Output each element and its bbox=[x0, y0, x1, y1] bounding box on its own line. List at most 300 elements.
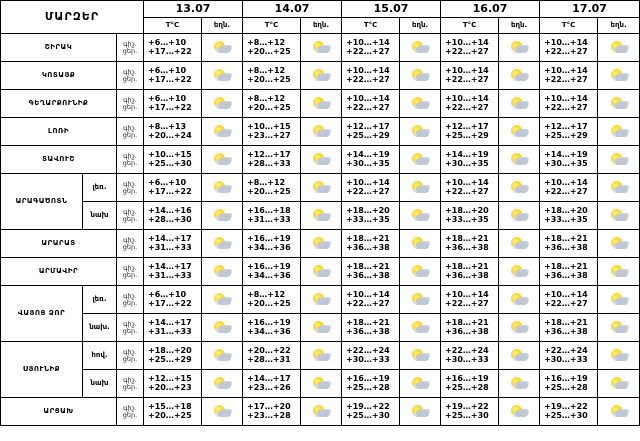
period-label-night: գիշ. bbox=[123, 39, 137, 48]
night-temp: +14…+19 bbox=[346, 150, 390, 160]
sun-behind-cloud-icon bbox=[410, 348, 430, 364]
condition-cell bbox=[202, 286, 243, 314]
day-temp: +34…+36 bbox=[247, 270, 291, 280]
sun-behind-cloud-icon bbox=[311, 348, 331, 364]
period-label-day: ցեր. bbox=[122, 102, 138, 111]
day-temp: +22…+27 bbox=[445, 74, 489, 84]
condition-cell bbox=[202, 90, 243, 118]
day-temp: +22…+27 bbox=[445, 102, 489, 112]
sun-behind-cloud-icon bbox=[609, 152, 629, 168]
sun-behind-cloud-icon bbox=[410, 152, 430, 168]
temperature-cell bbox=[144, 398, 202, 426]
day-temp: +36…+38 bbox=[346, 326, 390, 336]
night-temp: +10…+14 bbox=[346, 290, 390, 300]
temperature-cell bbox=[441, 370, 499, 398]
day-temp: +36…+38 bbox=[346, 242, 390, 252]
period-labels bbox=[117, 90, 144, 118]
condition-cell bbox=[598, 202, 640, 230]
night-temp: +14…+17 bbox=[148, 318, 192, 328]
night-temp: +12…+17 bbox=[346, 122, 390, 132]
sun-behind-cloud-icon bbox=[509, 40, 529, 56]
temperature-cell bbox=[144, 90, 202, 118]
sun-behind-cloud-icon bbox=[212, 96, 232, 112]
day-temp: +34…+36 bbox=[247, 326, 291, 336]
night-temp: +22…+24 bbox=[346, 346, 390, 356]
temperature-cell bbox=[243, 230, 301, 258]
sun-behind-cloud-icon bbox=[410, 180, 430, 196]
region-name: ՇԻՐԱԿ bbox=[1, 34, 117, 62]
day-temp: +23…+27 bbox=[247, 130, 291, 140]
period-label-night: գիշ. bbox=[123, 95, 137, 104]
period-label-night: գիշ. bbox=[123, 235, 137, 244]
period-labels bbox=[117, 202, 144, 230]
day-temp: +23…+28 bbox=[247, 410, 291, 420]
day-temp: +36…+38 bbox=[445, 270, 489, 280]
night-temp: +16…+19 bbox=[544, 374, 588, 384]
sun-behind-cloud-icon bbox=[410, 40, 430, 56]
condition-cell bbox=[400, 118, 441, 146]
temp-col-header: T°C bbox=[342, 18, 400, 34]
condition-cell bbox=[301, 202, 342, 230]
sun-behind-cloud-icon bbox=[509, 348, 529, 364]
day-temp: +31…+33 bbox=[148, 270, 192, 280]
temp-col-header: T°C bbox=[540, 18, 598, 34]
day-temp: +25…+30 bbox=[544, 410, 588, 420]
night-temp: +12…+17 bbox=[445, 122, 489, 132]
night-temp: +18…+20 bbox=[445, 206, 489, 216]
night-temp: +18…+21 bbox=[346, 318, 390, 328]
temperature-cell bbox=[342, 342, 400, 370]
condition-cell bbox=[400, 230, 441, 258]
sun-behind-cloud-icon bbox=[609, 236, 629, 252]
day-temp: +36…+38 bbox=[445, 242, 489, 252]
day-temp: +22…+27 bbox=[445, 46, 489, 56]
table-row bbox=[1, 118, 640, 146]
sun-behind-cloud-icon bbox=[609, 292, 629, 308]
sun-behind-cloud-icon bbox=[410, 404, 430, 420]
day-temp: +30…+33 bbox=[346, 354, 390, 364]
night-temp: +18…+21 bbox=[544, 262, 588, 272]
night-temp: +6…+10 bbox=[148, 38, 187, 48]
condition-cell bbox=[499, 174, 540, 202]
date-header: 13.07 bbox=[144, 1, 243, 18]
night-temp: +22…+24 bbox=[544, 346, 588, 356]
condition-cell bbox=[499, 90, 540, 118]
night-temp: +8…+12 bbox=[247, 94, 286, 104]
period-label-day: ցեր. bbox=[122, 326, 138, 335]
sun-behind-cloud-icon bbox=[509, 320, 529, 336]
condition-cell bbox=[400, 174, 441, 202]
sun-behind-cloud-icon bbox=[311, 124, 331, 140]
period-label-day: ցեր. bbox=[122, 242, 138, 251]
date-header: 15.07 bbox=[342, 1, 441, 18]
temperature-cell bbox=[540, 230, 598, 258]
sun-behind-cloud-icon bbox=[509, 180, 529, 196]
region-name: ԼՈՌԻ bbox=[1, 118, 117, 146]
day-temp: +25…+28 bbox=[346, 382, 390, 392]
condition-cell bbox=[400, 314, 441, 342]
night-temp: +10…+14 bbox=[544, 290, 588, 300]
condition-cell bbox=[499, 34, 540, 62]
night-temp: +14…+19 bbox=[544, 150, 588, 160]
region-name: ԱՐԱԳԱԾՈՏՆ bbox=[1, 174, 83, 230]
temperature-cell bbox=[441, 314, 499, 342]
day-temp: +28…+33 bbox=[247, 158, 291, 168]
day-temp: +20…+23 bbox=[148, 382, 192, 392]
table-row bbox=[1, 174, 640, 202]
night-temp: +19…+22 bbox=[544, 402, 588, 412]
day-temp: +22…+27 bbox=[346, 186, 390, 196]
temperature-cell bbox=[342, 174, 400, 202]
temperature-cell bbox=[540, 174, 598, 202]
region-name: ՍՅՈՒՆԻՔ bbox=[1, 342, 83, 398]
day-temp: +22…+27 bbox=[544, 102, 588, 112]
night-temp: +12…+17 bbox=[247, 150, 291, 160]
sun-behind-cloud-icon bbox=[311, 264, 331, 280]
period-label-night: գիշ. bbox=[123, 403, 137, 412]
sun-behind-cloud-icon bbox=[609, 124, 629, 140]
sun-behind-cloud-icon bbox=[311, 68, 331, 84]
period-label-day: ցեր. bbox=[122, 74, 138, 83]
condition-cell bbox=[499, 62, 540, 90]
condition-cell bbox=[301, 370, 342, 398]
sun-behind-cloud-icon bbox=[609, 348, 629, 364]
condition-cell bbox=[202, 230, 243, 258]
night-temp: +18…+21 bbox=[346, 234, 390, 244]
night-temp: +16…+19 bbox=[346, 374, 390, 384]
condition-cell bbox=[202, 62, 243, 90]
night-temp: +10…+14 bbox=[346, 178, 390, 188]
sun-behind-cloud-icon bbox=[509, 404, 529, 420]
cond-col-header: եղն. bbox=[301, 18, 342, 34]
condition-cell bbox=[400, 370, 441, 398]
day-temp: +20…+25 bbox=[247, 298, 291, 308]
condition-cell bbox=[499, 314, 540, 342]
sun-behind-cloud-icon bbox=[212, 208, 232, 224]
condition-cell bbox=[400, 34, 441, 62]
day-temp: +23…+26 bbox=[247, 382, 291, 392]
condition-cell bbox=[202, 118, 243, 146]
temperature-cell bbox=[144, 342, 202, 370]
temperature-cell bbox=[441, 230, 499, 258]
period-label-day: ցեր. bbox=[122, 298, 138, 307]
temperature-cell bbox=[243, 202, 301, 230]
sun-behind-cloud-icon bbox=[410, 292, 430, 308]
region-name: ԱՐԱՐԱՏ bbox=[1, 230, 117, 258]
sun-behind-cloud-icon bbox=[509, 376, 529, 392]
day-temp: +31…+33 bbox=[148, 326, 192, 336]
night-temp: +14…+19 bbox=[445, 150, 489, 160]
temperature-cell bbox=[342, 62, 400, 90]
day-temp: +36…+38 bbox=[544, 326, 588, 336]
condition-cell bbox=[301, 174, 342, 202]
condition-cell bbox=[598, 174, 640, 202]
sun-behind-cloud-icon bbox=[410, 96, 430, 112]
table-row bbox=[1, 342, 640, 370]
night-temp: +10…+14 bbox=[445, 290, 489, 300]
condition-cell bbox=[499, 286, 540, 314]
sun-behind-cloud-icon bbox=[410, 320, 430, 336]
period-label-night: գիշ. bbox=[123, 263, 137, 272]
condition-cell bbox=[598, 370, 640, 398]
temperature-cell bbox=[243, 370, 301, 398]
night-temp: +12…+15 bbox=[148, 374, 192, 384]
temperature-cell bbox=[342, 146, 400, 174]
temperature-cell bbox=[144, 230, 202, 258]
condition-cell bbox=[598, 286, 640, 314]
temperature-cell bbox=[342, 286, 400, 314]
period-label-night: գիշ. bbox=[123, 319, 137, 328]
temperature-cell bbox=[342, 314, 400, 342]
temperature-cell bbox=[144, 34, 202, 62]
period-labels bbox=[117, 370, 144, 398]
condition-cell bbox=[301, 146, 342, 174]
condition-cell bbox=[301, 286, 342, 314]
sun-behind-cloud-icon bbox=[212, 348, 232, 364]
temperature-cell bbox=[540, 342, 598, 370]
sun-behind-cloud-icon bbox=[509, 292, 529, 308]
condition-cell bbox=[598, 314, 640, 342]
sun-behind-cloud-icon bbox=[311, 236, 331, 252]
night-temp: +14…+16 bbox=[148, 206, 192, 216]
temperature-cell bbox=[540, 370, 598, 398]
period-label-night: գիշ. bbox=[123, 123, 137, 132]
period-label-night: գիշ. bbox=[123, 207, 137, 216]
sun-behind-cloud-icon bbox=[311, 152, 331, 168]
condition-cell bbox=[598, 62, 640, 90]
table-row bbox=[1, 398, 640, 426]
day-temp: +30…+33 bbox=[544, 354, 588, 364]
day-temp: +25…+28 bbox=[445, 382, 489, 392]
condition-cell bbox=[202, 202, 243, 230]
condition-cell bbox=[499, 146, 540, 174]
sun-behind-cloud-icon bbox=[212, 264, 232, 280]
condition-cell bbox=[400, 202, 441, 230]
day-temp: +25…+28 bbox=[544, 382, 588, 392]
day-temp: +36…+38 bbox=[544, 270, 588, 280]
temperature-cell bbox=[243, 62, 301, 90]
condition-cell bbox=[301, 118, 342, 146]
condition-cell bbox=[400, 398, 441, 426]
subregion-name: նախ bbox=[83, 202, 117, 230]
day-temp: +22…+27 bbox=[445, 298, 489, 308]
temperature-cell bbox=[144, 146, 202, 174]
temperature-cell bbox=[540, 286, 598, 314]
temperature-cell bbox=[144, 202, 202, 230]
day-temp: +31…+33 bbox=[247, 214, 291, 224]
sun-behind-cloud-icon bbox=[212, 292, 232, 308]
condition-cell bbox=[301, 34, 342, 62]
period-labels bbox=[117, 258, 144, 286]
night-temp: +6…+10 bbox=[148, 94, 187, 104]
temp-col-header: T°C bbox=[144, 18, 202, 34]
sun-behind-cloud-icon bbox=[212, 376, 232, 392]
region-name: ԱՐՄԱՎԻՐ bbox=[1, 258, 117, 286]
cond-col-header: եղն. bbox=[400, 18, 441, 34]
day-temp: +36…+38 bbox=[544, 242, 588, 252]
condition-cell bbox=[202, 398, 243, 426]
subregion-name: նախ. bbox=[83, 314, 117, 342]
period-label-day: ցեր. bbox=[122, 186, 138, 195]
region-name: ԱՐՑԱԽ bbox=[1, 398, 117, 426]
night-temp: +17…+20 bbox=[247, 402, 291, 412]
day-temp: +33…+35 bbox=[346, 214, 390, 224]
condition-cell bbox=[400, 342, 441, 370]
temperature-cell bbox=[441, 202, 499, 230]
night-temp: +10…+14 bbox=[346, 66, 390, 76]
sun-behind-cloud-icon bbox=[609, 404, 629, 420]
table-row bbox=[1, 258, 640, 286]
condition-cell bbox=[598, 34, 640, 62]
day-temp: +36…+38 bbox=[346, 270, 390, 280]
condition-cell bbox=[202, 174, 243, 202]
condition-cell bbox=[202, 34, 243, 62]
night-temp: +8…+12 bbox=[247, 178, 286, 188]
region-name: ՎԱՅՈՑ ՁՈՐ bbox=[1, 286, 83, 342]
condition-cell bbox=[598, 118, 640, 146]
sun-behind-cloud-icon bbox=[311, 96, 331, 112]
table-row bbox=[1, 90, 640, 118]
temperature-cell bbox=[342, 118, 400, 146]
sun-behind-cloud-icon bbox=[609, 208, 629, 224]
night-temp: +16…+19 bbox=[247, 318, 291, 328]
sun-behind-cloud-icon bbox=[509, 152, 529, 168]
night-temp: +10…+15 bbox=[247, 122, 291, 132]
night-temp: +19…+22 bbox=[445, 402, 489, 412]
subregion-name: լեռ. bbox=[83, 286, 117, 314]
day-temp: +17…+22 bbox=[148, 298, 192, 308]
night-temp: +14…+17 bbox=[247, 374, 291, 384]
temperature-cell bbox=[243, 174, 301, 202]
region-name: ԿՈՏԱՅՔ bbox=[1, 62, 117, 90]
region-name: ՏԱՎՈՒՇ bbox=[1, 146, 117, 174]
temperature-cell bbox=[342, 34, 400, 62]
temperature-cell bbox=[441, 258, 499, 286]
day-temp: +22…+27 bbox=[544, 186, 588, 196]
night-temp: +14…+17 bbox=[148, 234, 192, 244]
sun-behind-cloud-icon bbox=[609, 180, 629, 196]
period-labels bbox=[117, 34, 144, 62]
sun-behind-cloud-icon bbox=[609, 68, 629, 84]
condition-cell bbox=[598, 342, 640, 370]
temperature-cell bbox=[342, 90, 400, 118]
sun-behind-cloud-icon bbox=[609, 376, 629, 392]
night-temp: +18…+20 bbox=[148, 346, 192, 356]
sun-behind-cloud-icon bbox=[311, 40, 331, 56]
region-name: ԳԵՂԱՐՔՈՒՆԻՔ bbox=[1, 90, 117, 118]
condition-cell bbox=[499, 202, 540, 230]
sun-behind-cloud-icon bbox=[509, 264, 529, 280]
period-labels bbox=[117, 398, 144, 426]
period-labels bbox=[117, 342, 144, 370]
condition-cell bbox=[301, 258, 342, 286]
temperature-cell bbox=[441, 62, 499, 90]
day-temp: +20…+25 bbox=[247, 74, 291, 84]
condition-cell bbox=[301, 230, 342, 258]
condition-cell bbox=[499, 398, 540, 426]
night-temp: +6…+10 bbox=[148, 290, 187, 300]
sun-behind-cloud-icon bbox=[311, 404, 331, 420]
night-temp: +10…+14 bbox=[346, 94, 390, 104]
day-temp: +17…+22 bbox=[148, 74, 192, 84]
night-temp: +10…+15 bbox=[148, 150, 192, 160]
condition-cell bbox=[598, 146, 640, 174]
day-temp: +28…+31 bbox=[247, 354, 291, 364]
period-label-night: գիշ. bbox=[123, 179, 137, 188]
night-temp: +20…+22 bbox=[247, 346, 291, 356]
temperature-cell bbox=[441, 398, 499, 426]
sun-behind-cloud-icon bbox=[311, 376, 331, 392]
day-temp: +22…+27 bbox=[346, 102, 390, 112]
temperature-cell bbox=[540, 202, 598, 230]
temperature-cell bbox=[342, 202, 400, 230]
table-row bbox=[1, 202, 640, 230]
day-temp: +22…+27 bbox=[544, 74, 588, 84]
period-label-day: ցեր. bbox=[122, 46, 138, 55]
period-labels bbox=[117, 286, 144, 314]
day-temp: +30…+33 bbox=[445, 354, 489, 364]
day-temp: +17…+22 bbox=[148, 102, 192, 112]
night-temp: +14…+17 bbox=[148, 262, 192, 272]
temperature-cell bbox=[243, 34, 301, 62]
sun-behind-cloud-icon bbox=[410, 236, 430, 252]
day-temp: +22…+27 bbox=[346, 298, 390, 308]
regions-header: ՄԱՐԶԵՐ bbox=[1, 1, 144, 34]
period-label-night: գիշ. bbox=[123, 347, 137, 356]
night-temp: +10…+14 bbox=[445, 38, 489, 48]
temperature-cell bbox=[441, 174, 499, 202]
night-temp: +12…+17 bbox=[544, 122, 588, 132]
temperature-cell bbox=[243, 342, 301, 370]
sun-behind-cloud-icon bbox=[212, 40, 232, 56]
condition-cell bbox=[301, 314, 342, 342]
temperature-cell bbox=[243, 90, 301, 118]
night-temp: +19…+22 bbox=[346, 402, 390, 412]
night-temp: +18…+20 bbox=[544, 206, 588, 216]
day-temp: +36…+38 bbox=[445, 326, 489, 336]
temperature-cell bbox=[441, 90, 499, 118]
temperature-cell bbox=[540, 258, 598, 286]
temperature-cell bbox=[144, 286, 202, 314]
period-label-day: ցեր. bbox=[122, 270, 138, 279]
temperature-cell bbox=[144, 258, 202, 286]
temperature-cell bbox=[243, 398, 301, 426]
condition-cell bbox=[499, 342, 540, 370]
period-label-day: ցեր. bbox=[122, 382, 138, 391]
period-labels bbox=[117, 314, 144, 342]
day-temp: +22…+27 bbox=[346, 46, 390, 56]
night-temp: +16…+19 bbox=[247, 234, 291, 244]
temp-col-header: T°C bbox=[441, 18, 499, 34]
night-temp: +22…+24 bbox=[445, 346, 489, 356]
sun-behind-cloud-icon bbox=[509, 96, 529, 112]
night-temp: +16…+19 bbox=[247, 262, 291, 272]
sun-behind-cloud-icon bbox=[212, 236, 232, 252]
day-temp: +20…+25 bbox=[247, 186, 291, 196]
day-temp: +22…+27 bbox=[544, 46, 588, 56]
sun-behind-cloud-icon bbox=[311, 208, 331, 224]
day-temp: +17…+22 bbox=[148, 186, 192, 196]
night-temp: +18…+21 bbox=[445, 262, 489, 272]
sun-behind-cloud-icon bbox=[311, 292, 331, 308]
day-temp: +20…+24 bbox=[148, 130, 192, 140]
sun-behind-cloud-icon bbox=[609, 264, 629, 280]
day-temp: +22…+27 bbox=[346, 74, 390, 84]
temperature-cell bbox=[342, 258, 400, 286]
condition-cell bbox=[499, 230, 540, 258]
sun-behind-cloud-icon bbox=[410, 68, 430, 84]
day-temp: +22…+27 bbox=[445, 186, 489, 196]
